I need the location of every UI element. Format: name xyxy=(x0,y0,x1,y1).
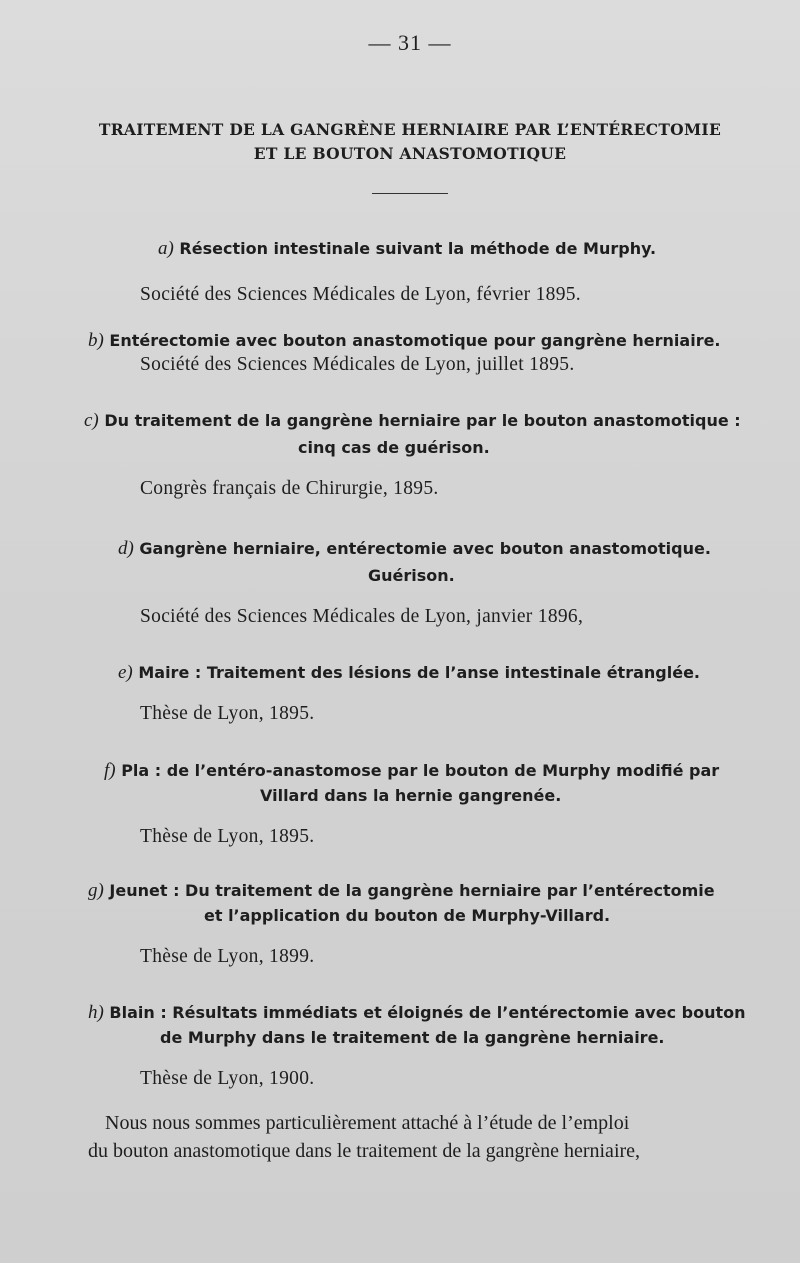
paragraph-line-1: Nous nous sommes particulièrement attaché à l’étude de l’emploi xyxy=(105,1112,630,1134)
item-h-source: Thèse de Lyon, 1900. xyxy=(140,1068,315,1089)
title-line-1: TRAITEMENT DE LA GANGRÈNE HERNIAIRE PAR L’ENTÉRECTOMIE xyxy=(98,120,722,139)
item-e-source: Thèse de Lyon, 1895. xyxy=(140,703,315,724)
item-b-source: Société des Sciences Médicales de Lyon, juillet 1895. xyxy=(140,354,575,375)
item-letter: e) xyxy=(118,662,133,683)
item-letter: a) xyxy=(158,238,174,259)
item-text: Gangrène herniaire, entérectomie avec bouton anastomotique. xyxy=(139,539,711,558)
item-letter: b) xyxy=(88,330,104,351)
item-text: Entérectomie avec bouton anastomotique pour gangrène herniaire. xyxy=(109,331,721,350)
item-f-line-2: Villard dans la hernie gangrenée. xyxy=(260,786,562,805)
title-divider xyxy=(372,193,448,194)
item-text: Blain : Résultats immédiats et éloignés de l’entérectomie avec bouton xyxy=(109,1003,746,1022)
item-letter: f) xyxy=(104,760,116,781)
item-c-line-2: cinq cas de guérison. xyxy=(298,438,490,457)
item-c-heading xyxy=(84,410,741,432)
item-b-heading xyxy=(88,330,721,352)
item-f-heading xyxy=(104,760,719,782)
item-e-heading xyxy=(118,662,700,684)
item-c-source: Congrès français de Chirurgie, 1895. xyxy=(140,478,439,499)
paragraph-line-2: du bouton anastomotique dans le traitement de la gangrène herniaire, xyxy=(88,1140,641,1162)
item-text: Pla : de l’entéro-anastomose par le bouton de Murphy modifié par xyxy=(121,761,720,780)
item-letter: g) xyxy=(88,880,104,901)
item-letter: d) xyxy=(118,538,134,559)
item-f-source: Thèse de Lyon, 1895. xyxy=(140,826,315,847)
item-g-line-2: et l’application du bouton de Murphy-Villard. xyxy=(204,906,611,925)
item-text: Maire : Traitement des lésions de l’anse intestinale étranglée. xyxy=(138,663,700,682)
item-d-source: Société des Sciences Médicales de Lyon, janvier 1896, xyxy=(140,606,584,627)
item-d-line-2: Guérison. xyxy=(368,566,455,585)
item-text: Jeunet : Du traitement de la gangrène herniaire par l’entérectomie xyxy=(109,881,715,900)
item-h-heading xyxy=(88,1002,746,1024)
item-d-heading xyxy=(118,538,711,560)
item-letter: c) xyxy=(84,410,99,431)
page-number: — 31 — xyxy=(368,30,452,55)
item-text: Du traitement de la gangrène herniaire par le bouton anastomotique : xyxy=(104,411,741,430)
item-text: Résection intestinale suivant la méthode de Murphy. xyxy=(179,239,657,258)
item-g-heading xyxy=(88,880,715,902)
item-h-line-2: de Murphy dans le traitement de la gangrène herniaire. xyxy=(160,1028,665,1047)
item-a-heading xyxy=(158,238,656,260)
item-a-source: Société des Sciences Médicales de Lyon, février 1895. xyxy=(140,284,581,305)
item-letter: h) xyxy=(88,1002,104,1023)
item-g-source: Thèse de Lyon, 1899. xyxy=(140,946,315,967)
title-line-2: ET LE BOUTON ANASTOMOTIQUE xyxy=(253,144,567,163)
